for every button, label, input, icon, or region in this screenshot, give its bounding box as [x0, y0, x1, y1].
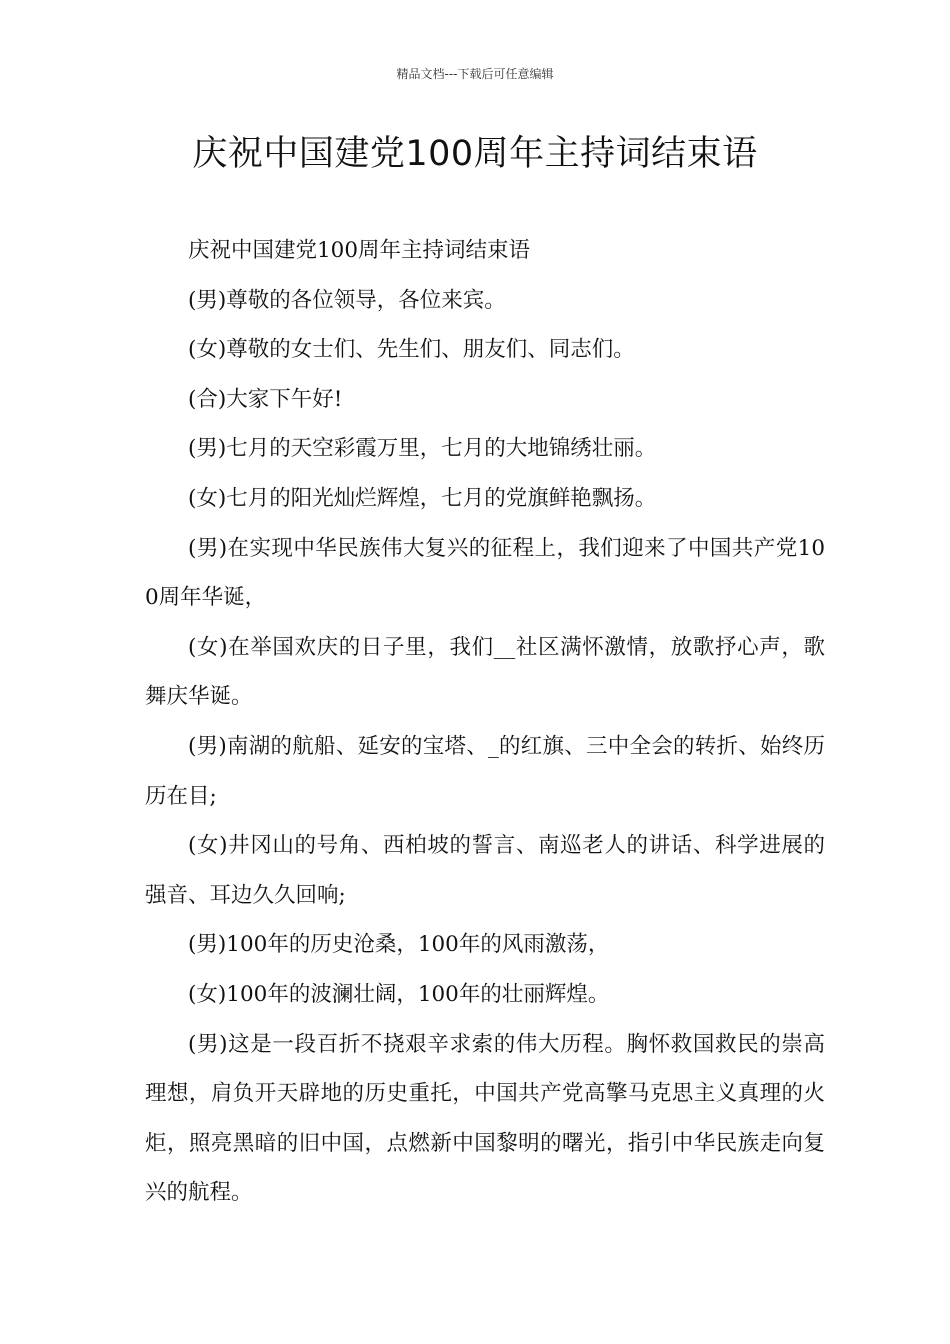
- paragraph: (男)100年的历史沧桑，100年的风雨激荡，: [188, 932, 610, 958]
- paragraph: (女)在举国欢庆的日子里，我们__社区满怀激情，放歌抒心声，歌舞庆华诞。: [145, 634, 825, 710]
- paragraph-subtitle: 庆祝中国建党100周年主持词结束语: [188, 238, 531, 263]
- paragraph: (男)尊敬的各位领导，各位来宾。: [188, 287, 506, 313]
- paragraph: (女)100年的波澜壮阔，100年的壮丽辉煌。: [188, 981, 610, 1007]
- paragraph: (男)南湖的航船、延安的宝塔、_的红旗、三中全会的转折、始终历历在目;: [145, 733, 825, 809]
- header-note: 精品文档---下载后可任意编辑: [396, 67, 554, 81]
- paragraph: (女)尊敬的女士们、先生们、朋友们、同志们。: [188, 337, 635, 363]
- paragraph: (合)大家下午好!: [188, 386, 343, 412]
- document-title: 庆祝中国建党100周年主持词结束语: [192, 134, 758, 174]
- paragraph: (女)井冈山的号角、西柏坡的誓言、南巡老人的讲话、科学进展的强音、耳边久久回响;: [145, 833, 825, 908]
- document-body: [145, 226, 825, 1218]
- paragraph: (男)七月的天空彩霞万里，七月的大地锦绣壮丽。: [188, 436, 657, 462]
- paragraph: (女)七月的阳光灿烂辉煌，七月的党旗鲜艳飘扬。: [188, 485, 657, 511]
- paragraph: (男)在实现中华民族伟大复兴的征程上，我们迎来了中国共产党100周年华诞，: [145, 535, 825, 611]
- paragraph: (男)这是一段百折不挠艰辛求索的伟大历程。胸怀救国救民的崇高理想，肩负开天辟地的历史重托，中国共产党高擎马克思主义真理的火炬，照亮黑暗的旧中国，点燃新中国黎明的曙光，指引中华民族走向复兴的航程。: [145, 1031, 825, 1206]
